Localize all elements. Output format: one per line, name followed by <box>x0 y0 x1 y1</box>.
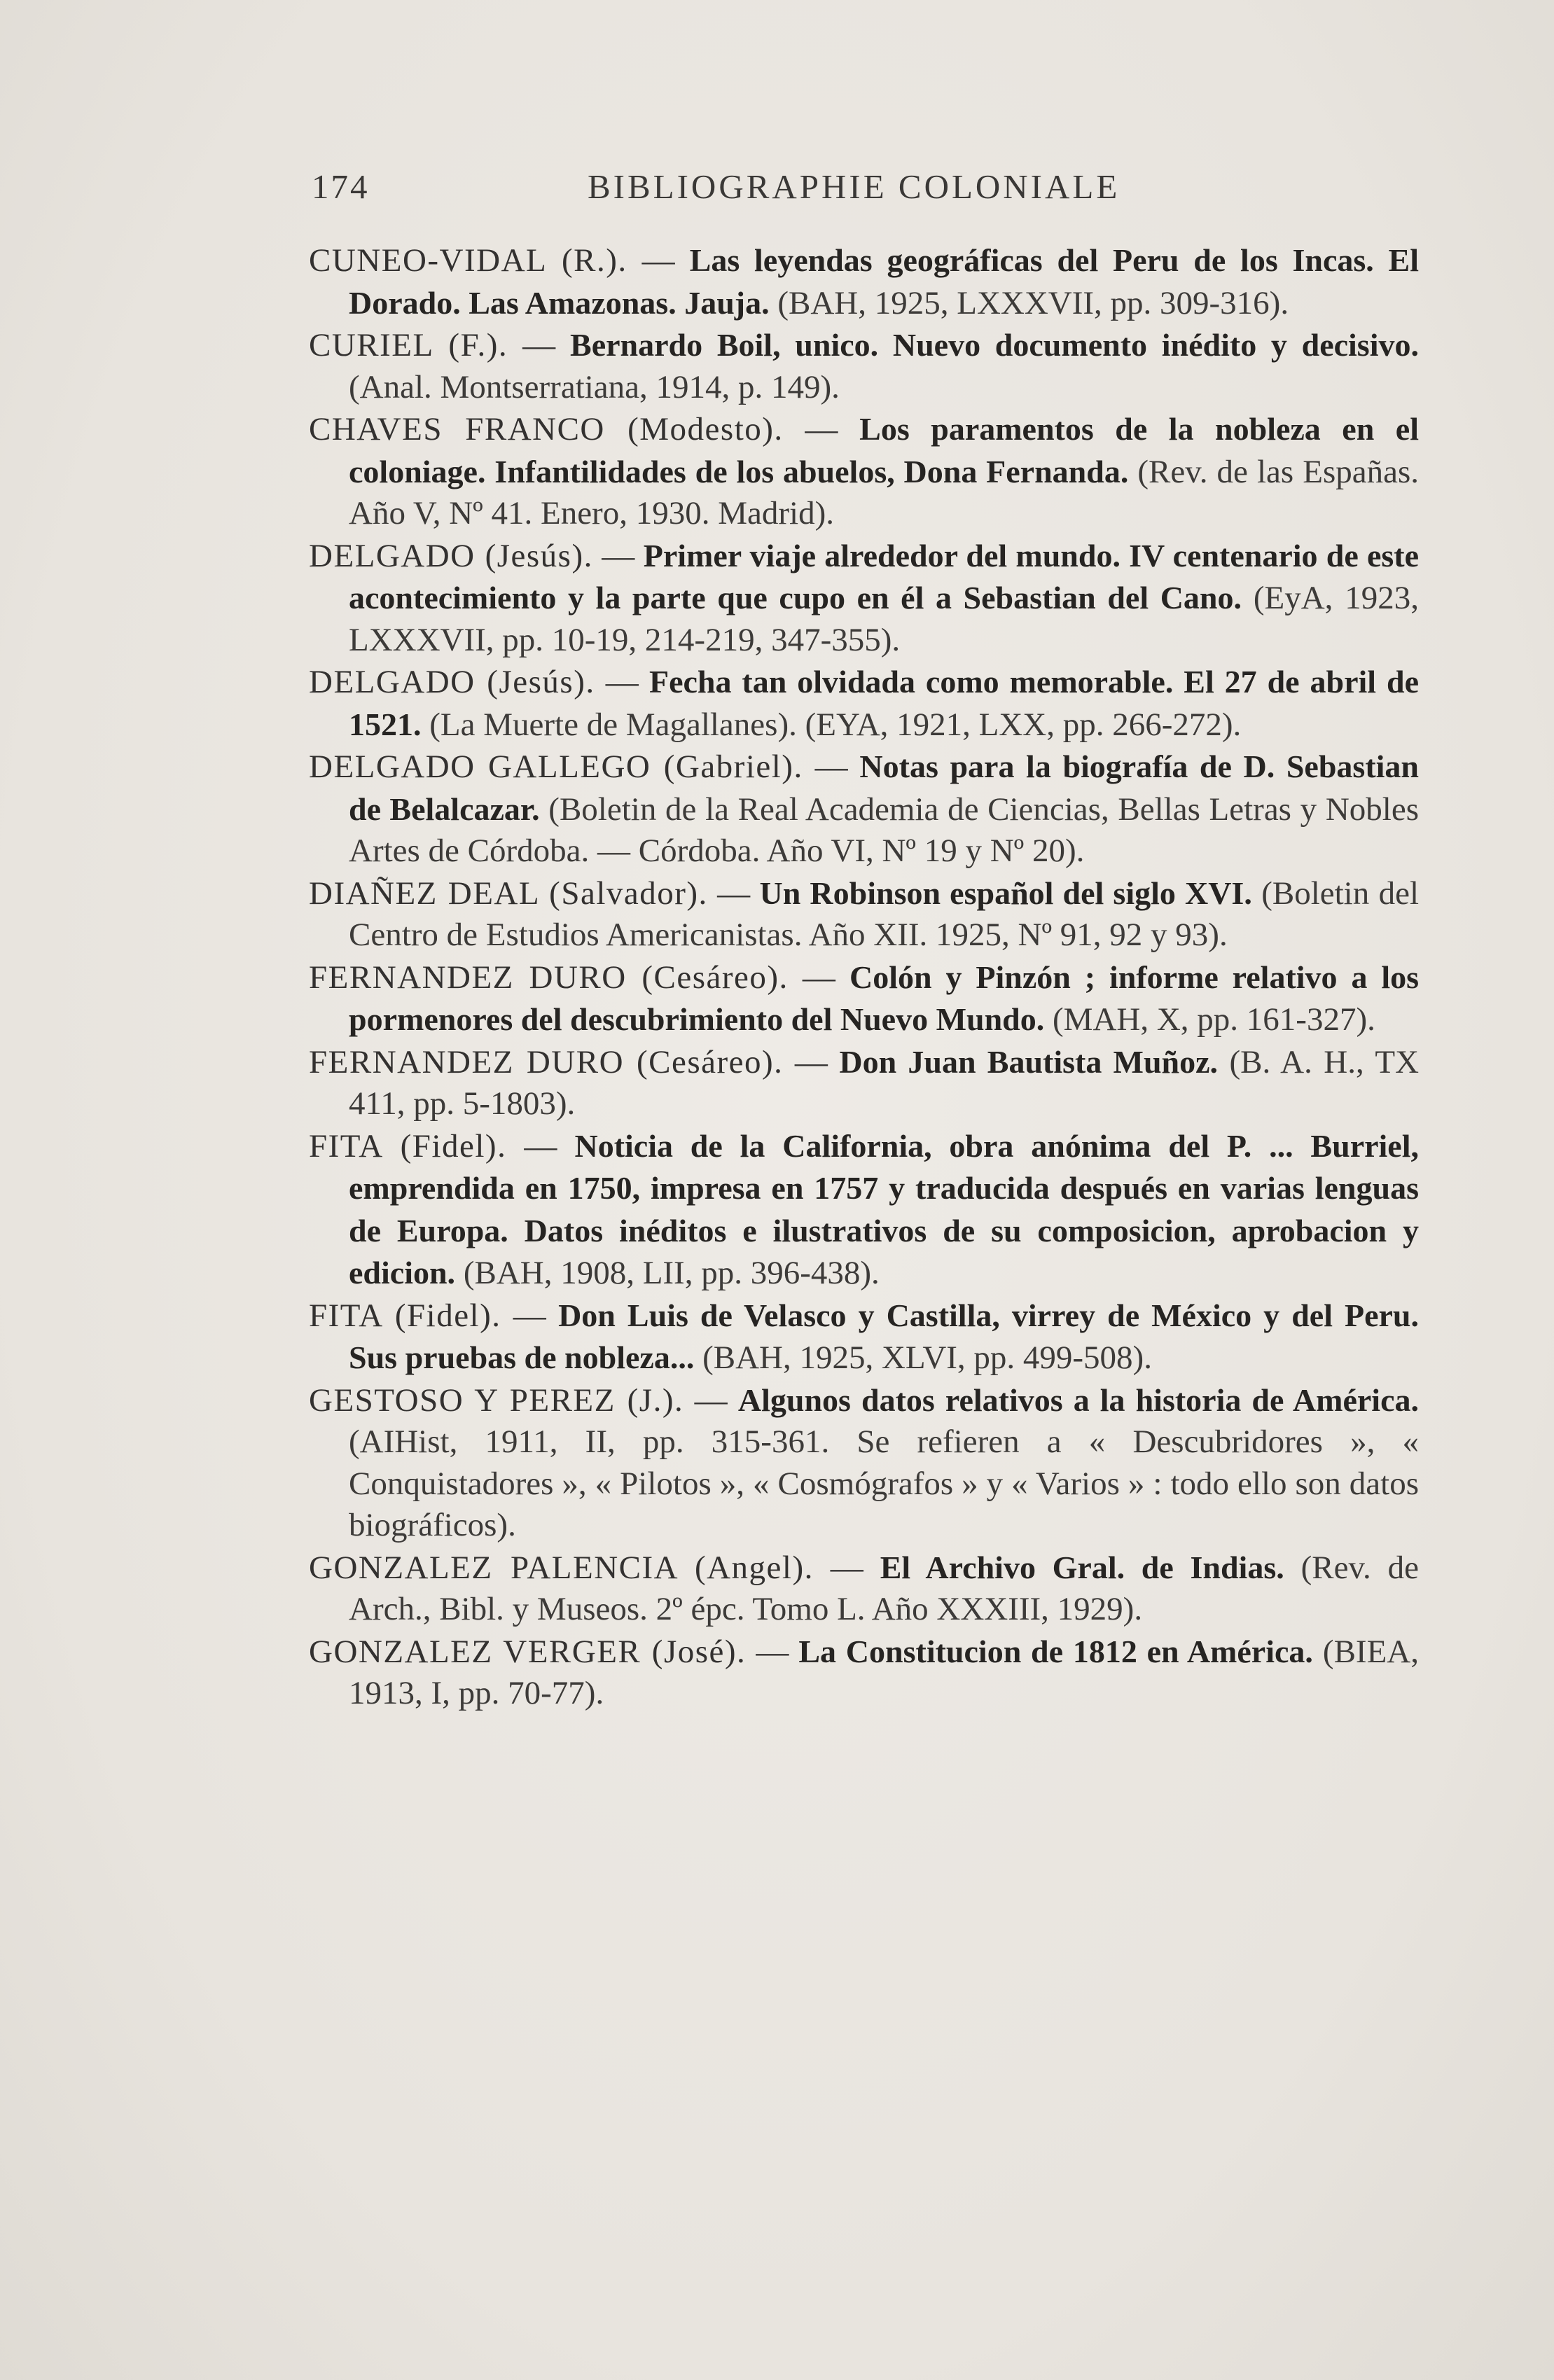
entry-author: DIAÑEZ DEAL (Salvador). <box>309 875 708 912</box>
entry-reference: (Boletin del Centro de Estudios Americanistas. Año XII. 1925, Nº 91, 92 y 93). <box>349 875 1420 953</box>
bibliography-entry <box>309 872 1419 956</box>
entry-dash: — <box>627 242 690 279</box>
entry-reference: (BAH, 1925, XLVI, pp. 499-508). <box>694 1339 1152 1376</box>
entry-dash: — <box>707 875 760 912</box>
entry-reference: (BIEA, 1913, I, pp. 70-77). <box>349 1633 1419 1711</box>
entry-author: CHAVES FRANCO (Modesto). <box>309 411 784 447</box>
bibliography-entry <box>309 239 1419 324</box>
entry-title: El Archivo Gral. de Indias. <box>880 1549 1284 1585</box>
entry-author: FERNANDEZ DURO (Cesáreo). <box>309 1043 784 1080</box>
entry-dash: — <box>783 411 860 447</box>
entry-title: Don Juan Bautista Muñoz. <box>839 1043 1219 1080</box>
entry-author: DELGADO (Jesús). <box>309 537 593 574</box>
entry-author: DELGADO GALLEGO (Gabriel). <box>309 749 803 785</box>
bibliography-entry <box>309 535 1419 662</box>
entry-title: Los paramentos de la nobleza en el coloniage. Infantilidades de los abuelos, Dona Fernanda. <box>349 411 1419 489</box>
entry-dash: — <box>508 327 571 363</box>
entry-reference: (MAH, X, pp. 161-327). <box>1044 1001 1375 1038</box>
entry-title: Noticia de la California, obra anónima del P. ... Burriel, emprendida en 1750, impresa en 1757 y traducida después en varias lenguas de Europa. Datos inéditos e ilustrativos de su composicion, aprobacion y edicion. <box>349 1127 1419 1290</box>
entry-dash: — <box>595 664 649 700</box>
entry-dash: — <box>684 1382 738 1419</box>
entry-reference: (Boletin de la Real Academia de Ciencias, Bellas Letras y Nobles Artes de Córdoba. — Córdoba. Año VI, Nº 19 y Nº 20). <box>349 791 1419 869</box>
bibliography-entry <box>309 1125 1419 1295</box>
entry-dash: — <box>746 1633 799 1670</box>
entry-title: Colón y Pinzón ; informe relativo a los pormenores del descubrimiento del Nuevo Mundo. <box>349 959 1420 1037</box>
entry-title: Don Luis de Velasco y Castilla, virrey de México y del Peru. Sus pruebas de nobleza... <box>349 1297 1420 1375</box>
entry-author: CURIEL (F.). <box>309 327 508 363</box>
running-title: BIBLIOGRAPHIE COLONIALE <box>588 167 1121 206</box>
bibliography-entry <box>309 1547 1419 1631</box>
entry-title: Las leyendas geográficas del Peru de los Incas. El Dorado. Las Amazonas. Jauja. <box>349 242 1419 321</box>
entry-dash: — <box>783 1043 840 1080</box>
entry-author: GESTOSO Y PEREZ (J.). <box>309 1382 684 1419</box>
bibliography-entry <box>309 1631 1419 1715</box>
entry-author: FITA (Fidel). <box>309 1297 501 1334</box>
bibliography-entry <box>309 956 1419 1041</box>
entry-title: Primer viaje alrededor del mundo. IV centenario de este acontecimiento y la parte que cupo en él a Sebastian del Cano. <box>349 537 1419 615</box>
entry-author: FERNANDEZ DURO (Cesáreo). <box>309 959 789 996</box>
entry-title: Un Robinson español del siglo XVI. <box>759 875 1252 911</box>
bibliography-entry <box>309 1379 1419 1547</box>
bibliography-entry <box>309 408 1419 535</box>
entry-reference: (La Muerte de Magallanes). (EYA, 1921, LXX, pp. 266-272). <box>421 706 1242 743</box>
entry-reference: (AIHist, 1911, II, pp. 315-361. Se refieren a « Descubridores », « Conquistadores », « Pilotos », « Cosmógrafos » y « Varios » : todo ello son datos biográficos). <box>349 1424 1419 1543</box>
entry-author: DELGADO (Jesús). <box>309 664 595 700</box>
bibliography-entry <box>309 324 1419 408</box>
entry-title: Fecha tan olvidada como memorable. El 27 de abril de 1521. <box>349 664 1420 742</box>
entry-author: CUNEO-VIDAL (R.). <box>309 242 627 279</box>
entry-reference: (Anal. Montserratiana, 1914, p. 149). <box>349 368 840 405</box>
bibliography-entry <box>309 1295 1419 1379</box>
entry-dash: — <box>788 959 850 996</box>
entry-reference: (EyA, 1923, LXXXVII, pp. 10-19, 214-219, 347-355). <box>349 580 1419 658</box>
entry-dash: — <box>501 1297 559 1334</box>
entry-author: GONZALEZ VERGER (José). <box>309 1633 747 1670</box>
bibliography-entry <box>309 746 1419 872</box>
entry-dash: — <box>506 1127 575 1164</box>
bibliography-entry <box>309 1041 1419 1125</box>
page-number: 174 <box>312 167 370 206</box>
entry-reference: (BAH, 1925, LXXXVII, pp. 309-316). <box>769 284 1289 321</box>
entry-reference: (B. A. H., TX 411, pp. 5-1803). <box>349 1043 1420 1122</box>
entry-reference: (Rev. de Arch., Bibl. y Museos. 2º épc. Tomo L. Año XXXIII, 1929). <box>349 1549 1420 1627</box>
entry-dash: — <box>803 749 860 785</box>
entry-dash: — <box>592 537 644 574</box>
entry-title: La Constitucion de 1812 en América. <box>798 1633 1313 1669</box>
entry-title: Notas para la biografía de D. Sebastian de Belalcazar. <box>349 749 1420 827</box>
entry-title: Algunos datos relativos a la historia de América. <box>737 1382 1420 1418</box>
entry-author: GONZALEZ PALENCIA (Angel). <box>309 1549 814 1586</box>
entry-reference: (Rev. de las Españas. Año V, Nº 41. Enero, 1930. Madrid). <box>349 453 1419 531</box>
running-head <box>312 167 1152 209</box>
entry-title: Bernardo Boil, unico. Nuevo documento inédito y decisivo. <box>570 327 1419 363</box>
entry-author: FITA (Fidel). <box>309 1127 507 1164</box>
entry-reference: (BAH, 1908, LII, pp. 396-438). <box>455 1255 880 1291</box>
bibliography-list <box>309 239 1419 1715</box>
entry-dash: — <box>813 1549 880 1586</box>
bibliography-entry <box>309 661 1419 746</box>
